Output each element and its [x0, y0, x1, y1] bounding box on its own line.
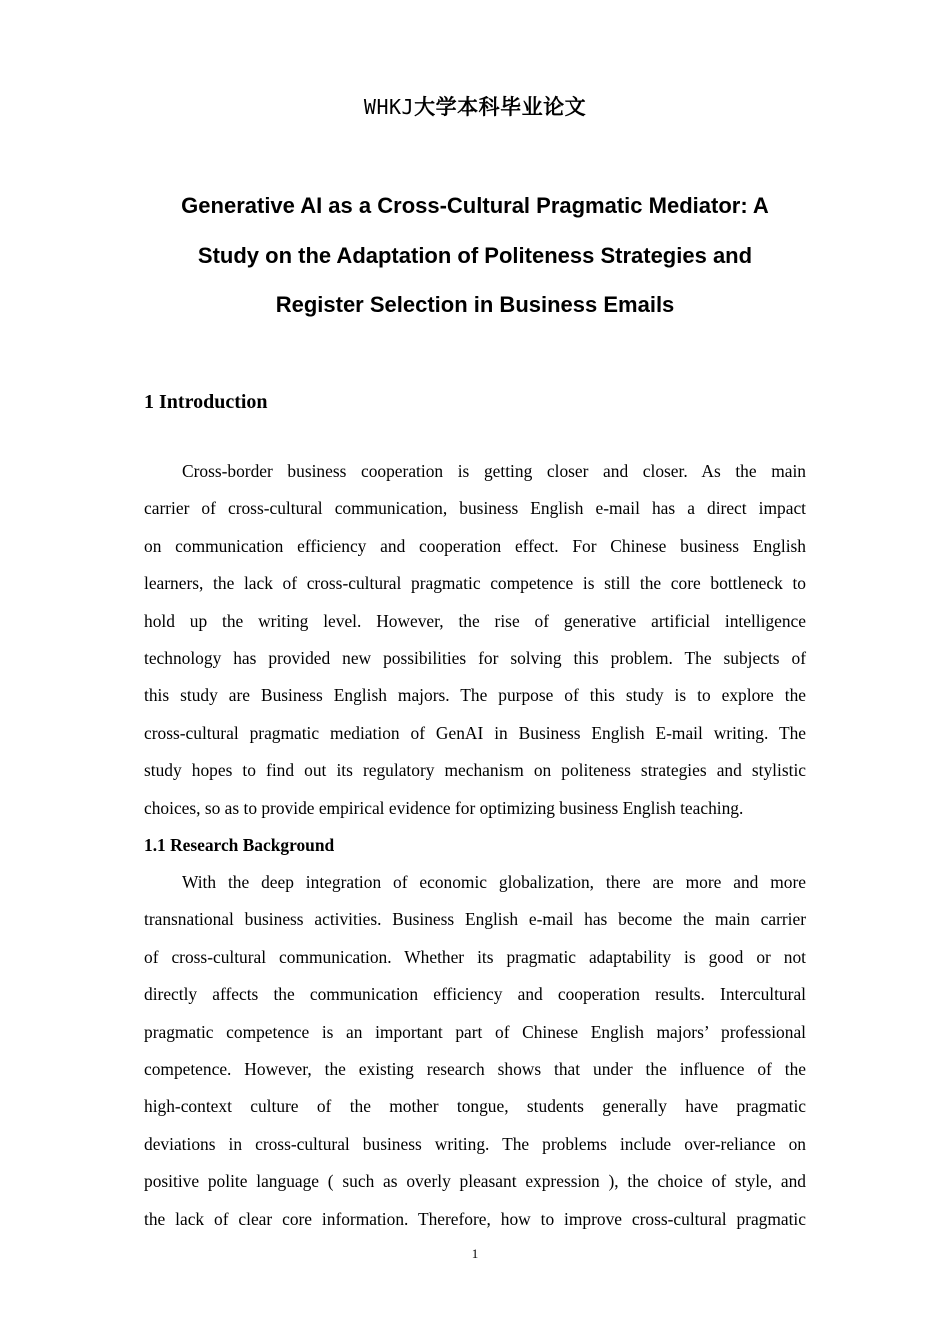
- paragraph-line: study hopes to find out its regulatory mechanism on politeness strategies and stylistic: [144, 760, 806, 781]
- paragraph-line: directly affects the communication efficiency and cooperation results. Intercultural: [144, 984, 806, 1005]
- research-background-paragraph: [144, 864, 806, 1238]
- page-header: [0, 93, 950, 121]
- section-heading-introduction: 1 Introduction: [144, 391, 268, 413]
- paragraph-line: on communication efficiency and cooperation effect. For Chinese business English: [144, 535, 806, 556]
- thesis-title: [120, 181, 830, 330]
- paragraph-line: transnational business activities. Business English e-mail has become the main carrier: [144, 909, 806, 930]
- subsection-heading-research-background: 1.1 Research Background: [144, 835, 335, 855]
- paragraph-line: high-context culture of the mother tongue, students generally have pragmatic: [144, 1096, 806, 1117]
- title-line: Generative AI as a Cross-Cultural Pragmatic Mediator: A: [181, 193, 769, 218]
- paragraph-line: competence. However, the existing research shows that under the influence of the: [144, 1058, 806, 1079]
- paragraph-line: of cross-cultural communication. Whether its pragmatic adaptability is good or not: [144, 946, 806, 967]
- paragraph-line: hold up the writing level. However, the rise of generative artificial intelligence: [144, 610, 806, 631]
- paragraph-line: choices, so as to provide empirical evidence for optimizing business English teaching.: [144, 797, 744, 818]
- title-line: Register Selection in Business Emails: [275, 292, 675, 317]
- page-number: 1: [471, 1246, 479, 1261]
- paragraph-line: pragmatic competence is an important part of Chinese English majors’ professional: [144, 1021, 806, 1042]
- paragraph-line: carrier of cross-cultural communication, business English e-mail has a direct impact: [144, 498, 806, 519]
- header-university-code: WHKJ: [363, 95, 415, 119]
- paragraph-line: learners, the lack of cross-cultural pragmatic competence is still the core bottleneck to: [144, 573, 806, 594]
- paragraph-line: positive polite language ( such as overly pleasant expression ), the choice of style, and: [144, 1171, 806, 1192]
- paragraph-line: cross-cultural pragmatic mediation of GenAI in Business English E-mail writing. The: [144, 722, 806, 743]
- introduction-paragraph: [144, 453, 806, 827]
- paragraph-line: Cross-border business cooperation is getting closer and closer. As the main: [182, 461, 806, 481]
- paragraph-line: deviations in cross-cultural business writing. The problems include over-reliance on: [144, 1133, 806, 1154]
- paragraph-line: this study are Business English majors. The purpose of this study is to explore the: [144, 685, 806, 706]
- title-line: Study on the Adaptation of Politeness Strategies and: [197, 242, 753, 268]
- header-thesis-label: 大学本科毕业论文: [414, 95, 587, 119]
- paragraph-line: technology has provided new possibilities for solving this problem. The subjects of: [144, 647, 806, 668]
- paragraph-line: the lack of clear core information. Therefore, how to improve cross-cultural pragmatic: [144, 1208, 806, 1229]
- paragraph-line: With the deep integration of economic globalization, there are more and more: [182, 872, 806, 892]
